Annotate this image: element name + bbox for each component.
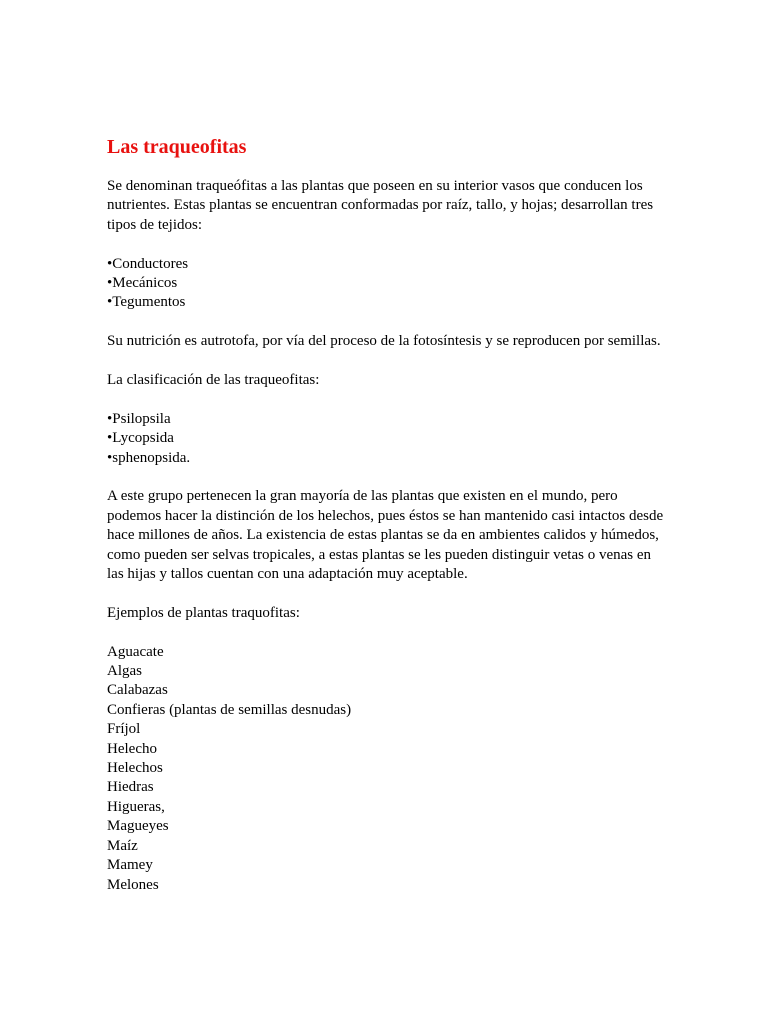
document-title: Las traqueofitas	[107, 136, 247, 158]
list-item: Melones	[107, 876, 159, 893]
list-item: Confieras (plantas de semillas desnudas)	[107, 701, 352, 718]
list-item: Calabazas	[107, 682, 168, 699]
list-item: Magueyes	[107, 818, 169, 835]
list-item: Helechos	[107, 760, 163, 777]
classification-list	[107, 410, 667, 468]
list-item: • Tegumentos	[107, 293, 667, 312]
list-item: Higueras,	[107, 798, 165, 815]
list-item: • Mecánicos	[107, 274, 667, 293]
intro-paragraph: Se denominan traqueófitas a las plantas que poseen en su interior vasos que conducen los nutrientes. Estas plantas se encuentran conformadas por raíz, tallo, y hojas; desarrollan tres tipos de tejidos:	[107, 178, 654, 233]
nutrition-paragraph: Su nutrición es autrotofa, por vía del proceso de la fotosíntesis y se reproducen por semillas.	[107, 333, 661, 350]
list-item: • Psilopsila	[107, 410, 667, 429]
list-item: Fríjol	[107, 721, 141, 738]
list-item: Hiedras	[107, 779, 154, 796]
list-item: • Conductores	[107, 255, 667, 274]
list-item: Algas	[107, 663, 142, 680]
document-page	[107, 135, 667, 895]
list-item: • sphenopsida.	[107, 449, 667, 468]
description-paragraph: A este grupo pertenecen la gran mayoría de las plantas que existen en el mundo, pero podemos hacer la distinción de los helechos, pues éstos se han mantenido casi intactos desde hace millones de años. La existencia de estas plantas se da en ambientes calidos y húmedos, como pueden ser selvas tropicales, a estas plantas se les pueden distinguir vetas o venas en las hijas y tallos cuentan con una adaptación muy aceptable.	[107, 488, 664, 583]
classification-heading: La clasificación de las traqueofitas:	[107, 372, 320, 389]
list-item: • Lycopsida	[107, 429, 667, 448]
examples-list	[107, 643, 667, 895]
tissue-list	[107, 255, 667, 313]
list-item: Helecho	[107, 740, 157, 757]
list-item: Maíz	[107, 837, 138, 854]
list-item: Aguacate	[107, 643, 164, 660]
examples-heading: Ejemplos de plantas traquofitas:	[107, 604, 300, 621]
list-item: Mamey	[107, 857, 153, 874]
